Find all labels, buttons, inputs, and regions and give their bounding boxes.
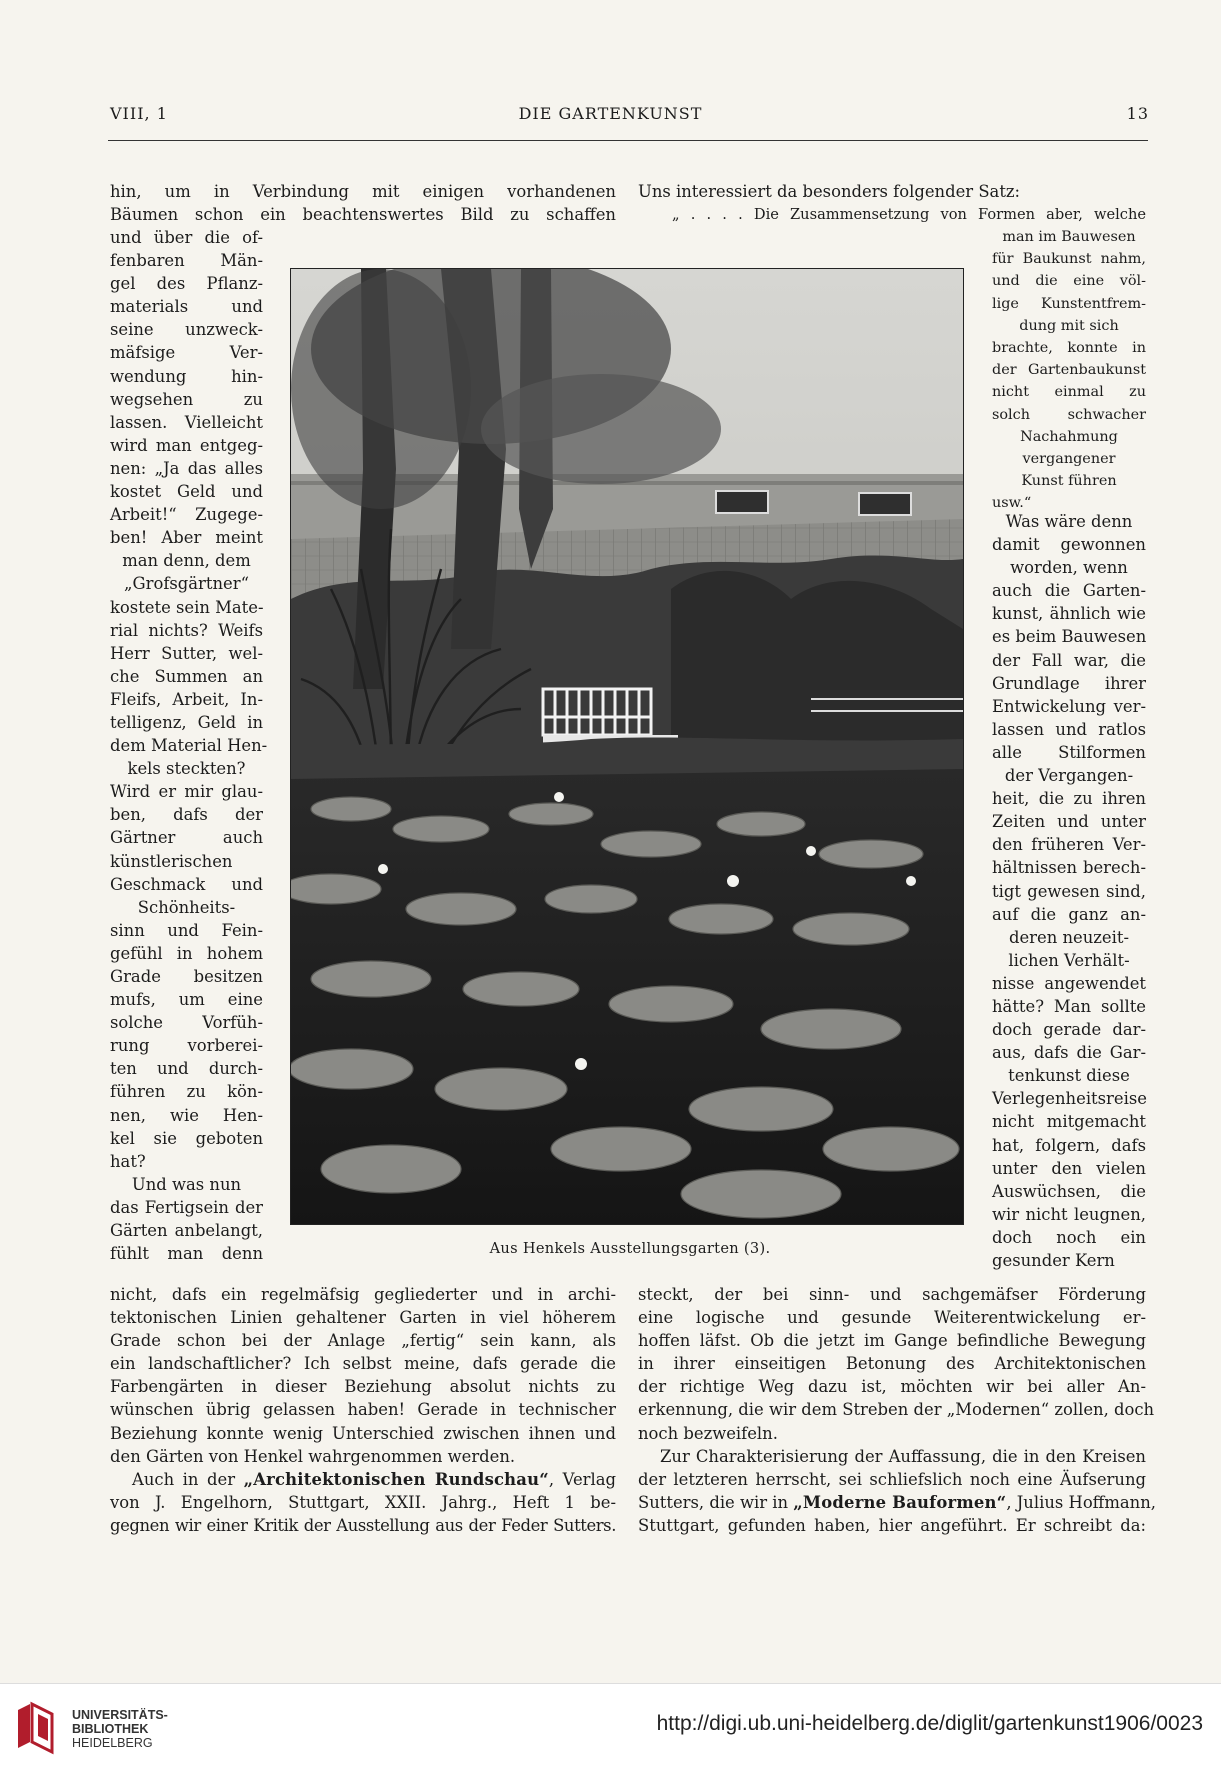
library-name [72,1708,168,1750]
text-line: Grade schon bei der Anlage „fertig“ sein kann, als [110,1331,616,1351]
text-line: für Baukunst nahm, [992,251,1146,268]
library-name-line: HEIDELBERG [72,1736,153,1750]
text-line: „ . . . . Die Zusammensetzung von Formen aber, welche [672,206,1146,224]
text-line: tigt gewesen sind, [992,881,1146,901]
text-line: unter den vielen [992,1158,1146,1178]
text-line: Nachahmung [1020,428,1118,445]
left-column-bottom [110,1283,616,1537]
library-name-line: UNIVERSITÄTS- [72,1708,168,1722]
right-narrow-quote [992,226,1146,514]
text-line: Zeiten und unter [992,812,1146,832]
text-line: „Grofsgärtner“ [124,574,249,594]
text-line: nen: „Ja das alles [110,458,263,478]
library-logo-icon [12,1698,66,1756]
text-line: den früheren Ver- [992,835,1146,855]
text-line: in ihrer einseitigen Betonung des Architektonischen [638,1354,1146,1374]
text-line: Uns interessiert da besonders folgender Satz: [638,182,1021,201]
text-line: lichen Verhält- [1008,950,1130,970]
text-line: wendung hin- [110,366,263,386]
journal-title: DIE GARTENKUNST [518,104,703,123]
text-line: tenkunst diese [1008,1066,1130,1086]
text-line: von J. Engelhorn, Stuttgart, XXII. Jahrg., Heft 1 be- [110,1492,616,1512]
text-line: worden, wenn [1010,558,1128,578]
text-line: nicht, dafs ein regelmäfsig gegliederter und in archi- [110,1285,616,1304]
text-line: steckt, der bei sinn- und sachgemäfser Förderung [638,1285,1146,1304]
text-line: materials und [110,297,263,317]
library-name-line: BIBLIOTHEK [72,1722,149,1736]
text-line: nisse angewendet [992,973,1146,993]
right-column-bottom [638,1283,1156,1537]
text-line: deren neuzeit- [1008,927,1129,947]
text-line: telligenz, Geld in [110,712,263,732]
text-line: hätte? Man sollte [992,996,1146,1016]
text-line: der letzteren herrscht, sei schliefslich noch eine Äufserung [638,1469,1146,1489]
text-line: den Gärten von Henkel wahrgenommen werden. [110,1446,516,1466]
volume-issue: VIII, 1 [110,104,168,123]
text-line: nicht einmal zu [992,384,1146,401]
text-line: hin, um in Verbindung mit einigen vorhandenen [110,182,616,201]
text-line: Was wäre denn [1005,512,1133,531]
text-line: und die eine völ- [992,273,1146,290]
text-line: wegsehen zu [110,389,263,409]
text-line: der richtige Weg dazu ist, möchten wir bei aller An- [638,1377,1146,1397]
text-line: gesunder Kern [992,1251,1115,1270]
text-line: gefühl in hohem [110,943,263,963]
text-line: fenbaren Män- [110,251,263,271]
left-column-top [110,180,616,226]
text-line: man denn, dem [122,551,251,571]
text-line: brachte, konnte in [992,339,1146,356]
text-line: kostet Geld und [110,482,263,502]
text-line: solche Vorfüh- [110,1013,263,1033]
journal-reference: „Architektonischen Rundschau“ [243,1469,549,1489]
text-line: wird man entgeg- [110,435,263,455]
text-line: Entwickelung ver- [992,696,1146,716]
text-line: führen zu kön- [110,1082,263,1102]
text-fragment: Auch in der [132,1469,244,1489]
right-narrow-column [992,510,1146,1272]
text-fragment: Sutters, die wir in [638,1492,794,1512]
text-line [110,1468,616,1491]
text-line: aus, dafs die Gar- [992,1043,1146,1063]
text-line: das Fertigsein der [110,1197,263,1217]
text-line: lige Kunstentfrem- [992,295,1146,312]
library-footer [0,1683,1221,1770]
page-number: 13 [1126,104,1149,123]
text-line [638,1491,1156,1514]
text-line: eine logische und gesunde Weiterentwickelung er- [638,1308,1146,1328]
text-line: mufs, um eine [110,990,263,1010]
source-url-link[interactable]: http://digi.ub.uni-heidelberg.de/diglit/gartenkunst1906/0023 [656,1712,1203,1735]
text-line: Schönheits- [137,897,236,917]
text-line: Stuttgart, gefunden haben, hier angeführt. Er schreibt da: [638,1515,1146,1535]
text-line: man im Bauwesen [1002,229,1136,245]
text-line: lassen und ratlos [992,719,1146,739]
text-line: dung mit sich [1019,317,1119,334]
text-line: gegnen wir einer Kritik der Ausstellung aus der Feder Sutters. [110,1515,616,1535]
text-line: rung vorberei- [110,1036,263,1056]
text-line: Grundlage ihrer [992,673,1146,693]
text-line: solch schwacher [992,406,1146,423]
text-fragment: , Julius Hoffmann, [1006,1492,1156,1512]
text-line: Gärtner auch [110,828,263,848]
journal-reference: „Moderne Bauformen“ [793,1492,1007,1512]
text-line: noch bezweifeln. [638,1423,778,1443]
text-line: auf die ganz an- [992,904,1146,924]
text-line: damit gewonnen [992,535,1146,555]
text-line: Fleifs, Arbeit, In- [110,689,263,709]
text-line: nen, wie Hen- [110,1105,263,1125]
left-narrow-column [110,226,268,1265]
text-line: Kunst führen [1021,473,1117,490]
text-line: tektonischen Linien gehaltener Garten in viel höherem [110,1308,616,1328]
text-line: Wird er mir glau- [110,782,263,802]
text-line: mäfsige Ver- [110,343,263,363]
text-line: der Fall war, die [992,650,1146,670]
text-fragment: , Verlag [548,1469,616,1489]
text-line: ben, dafs der [110,805,263,825]
text-line: fühlt man denn [110,1244,263,1264]
text-line: seine unzweck- [110,320,263,340]
text-line: hat, folgern, dafs [992,1135,1146,1155]
right-column-top [638,180,1146,226]
text-line: nicht mitgemacht [992,1112,1146,1132]
text-line: erkennung, die wir dem Streben der „Modernen“ zollen, doch [638,1400,1155,1420]
text-line: kostete sein Mate- [110,597,264,617]
text-line: alle Stilformen [992,742,1146,762]
text-line: der Gartenbaukunst [992,362,1146,379]
text-line: künstlerischen [110,851,233,871]
text-line: sinn und Fein- [110,920,263,940]
text-line: usw.“ [992,495,1032,512]
text-line: Zur Charakterisierung der Auffassung, die in den Kreisen [660,1446,1146,1466]
garden-photograph [290,268,964,1225]
text-line: Gärten anbelangt, [110,1221,263,1241]
text-line: Geschmack und [110,874,263,894]
text-line: Beziehung konnte wenig Unterschied zwischen ihnen und [110,1423,616,1443]
text-line: rial nichts? Weifs [110,620,263,640]
text-line: auch die Garten- [992,581,1146,601]
text-line: Und was nun [131,1174,242,1194]
text-line: lassen. Vielleicht [110,412,263,432]
text-line: der Vergangen- [1004,766,1134,786]
text-line: hoffen läfst. Ob die jetzt im Gange befindliche Bewegung [638,1331,1146,1351]
text-line: doch gerade dar- [992,1020,1146,1040]
text-line: Farbengärten in dieser Beziehung absolut nichts zu [110,1377,616,1397]
text-line: und über die of- [110,228,263,247]
text-line: ten und durch- [110,1059,263,1079]
photo-caption: Aus Henkels Ausstellungsgarten (3). [489,1240,771,1257]
text-line: ben! Aber meint [110,528,263,548]
text-line: wir nicht leugnen, [992,1204,1146,1224]
text-line: doch noch ein [992,1227,1146,1247]
text-line: Grade besitzen [110,967,263,986]
text-line: Bäumen schon ein beachtenswertes Bild zu schaffen [110,205,616,225]
text-line: kels steckten? [127,759,246,779]
text-line: hat? [110,1151,146,1171]
text-line: Verlegenheitsreise [992,1089,1147,1109]
text-line: gel des Pflanz- [110,274,263,294]
text-line: kel sie geboten [110,1128,263,1148]
text-line: wünschen übrig gelassen haben! Gerade in technischer [110,1400,616,1420]
text-line: che Summen an [110,666,263,686]
text-line: ein landschaftlicher? Ich selbst meine, dafs gerade die [110,1354,616,1374]
text-line: kunst, ähnlich wie [992,604,1146,624]
text-line: dem Material Hen- [110,736,268,756]
text-line: Herr Sutter, wel- [110,643,263,663]
text-line: Arbeit!“ Zugege- [110,505,263,525]
text-line: heit, die zu ihren [992,789,1146,809]
text-line: es beim Bauwesen [992,627,1147,647]
text-line: hältnissen berech- [992,858,1146,878]
text-line: vergangener [1022,450,1116,467]
header-rule [108,140,1148,141]
text-line: Auswüchsen, die [992,1181,1146,1201]
